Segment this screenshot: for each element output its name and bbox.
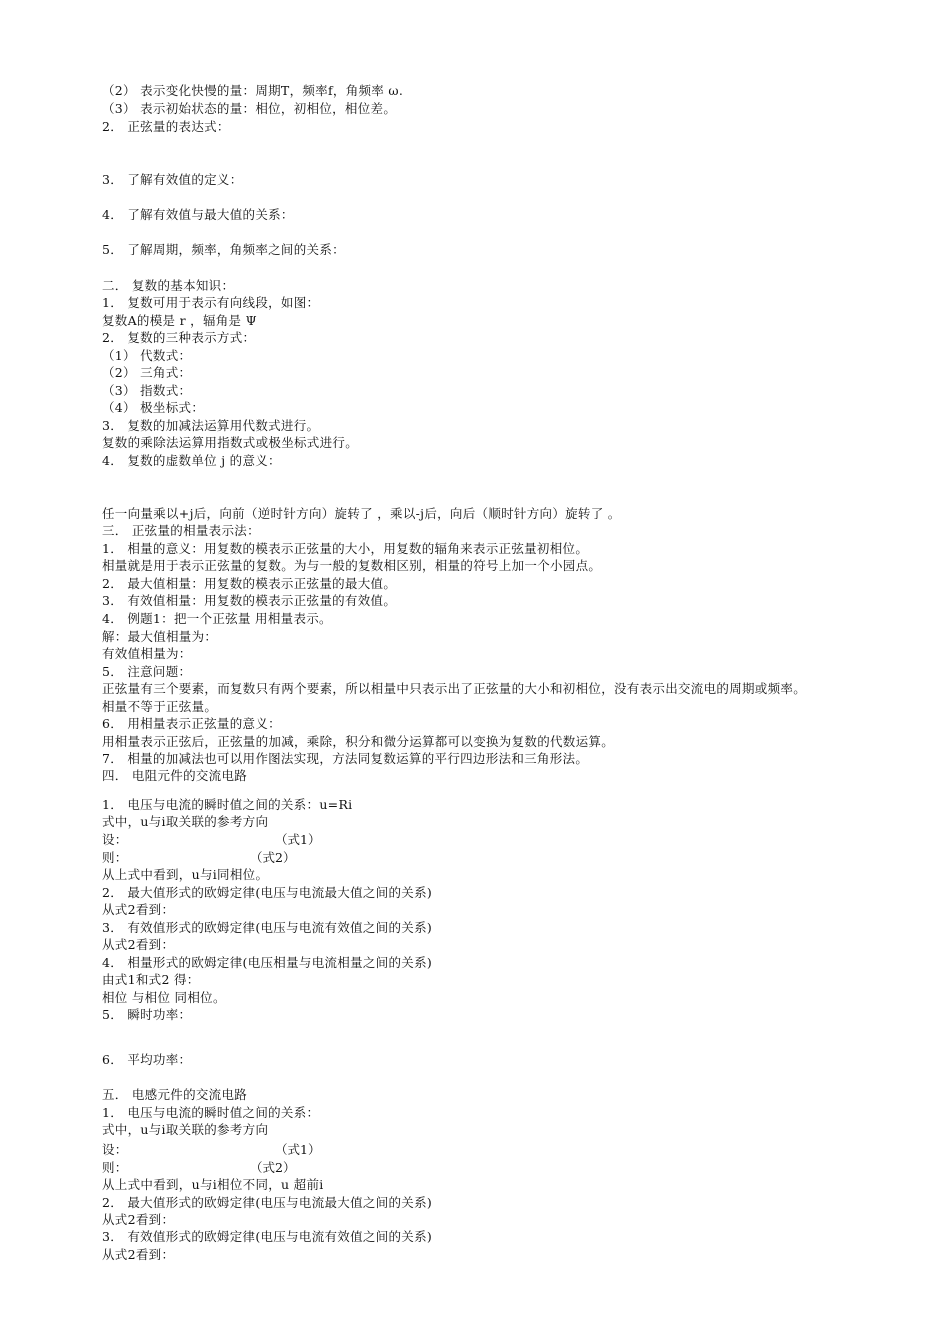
text-line: 2． 最大值形式的欧姆定律(电压与电流最大值之间的关系) [102,1195,433,1210]
text-line: 式中，u与i取关联的参考方向 [102,814,269,829]
text-line: 5． 瞬时功率： [102,1007,192,1022]
text-line: 用相量表示正弦后，正弦量的加减，乘除，积分和微分运算都可以变换为复数的代数运算。 [102,734,615,749]
text-line: 6． 平均功率： [102,1052,192,1067]
text-line: 由式1和式2 得： [102,972,200,987]
text-line: 相量不等于正弦量。 [102,699,218,714]
equation-label-2: （式2） [250,850,296,865]
text-line: 1． 电压与电流的瞬时值之间的关系：u=Ri [102,797,353,812]
text-line: 2． 最大值形式的欧姆定律(电压与电流最大值之间的关系) [102,885,433,900]
text-line: 从式2看到： [102,937,175,952]
text-line: 3． 有效值形式的欧姆定律(电压与电流有效值之间的关系) [102,920,433,935]
text-line: 设： [102,832,128,847]
text-line: 6． 用相量表示正弦量的意义： [102,716,281,731]
text-line: 5． 注意问题： [102,664,192,679]
equation-label-2-inductor: （式2） [250,1160,296,1175]
text-line: 有效值相量为： [102,646,192,661]
text-line: （4） 极坐标式： [102,400,205,415]
text-line: 相位 与相位 同相位。 [102,990,226,1005]
text-line: 5． 了解周期，频率，角频率之间的关系： [102,242,345,257]
text-line: 7． 相量的加减法也可以用作图法实现，方法同复数运算的平行四边形法和三角形法。 [102,751,589,766]
text-line: 任一向量乘以+j后，向前（逆时针方向）旋转了 ，乘以-j后，向后（顺时针方向）旋转了 。 [102,506,621,521]
text-line: （3） 指数式： [102,383,192,398]
text-line: 正弦量有三个要素，而复数只有两个要素，所以相量中只表示出了正弦量的大小和初相位，没有表示出交流电的周期或频率。 [102,681,807,696]
text-line: 2． 正弦量的表达式： [102,119,230,134]
text-line: 1． 复数可用于表示有向线段，如图： [102,295,320,310]
text-line: 3． 有效值相量：用复数的模表示正弦量的有效值。 [102,593,397,608]
text-line: 三． 正弦量的相量表示法： [102,523,260,538]
text-line: 3． 了解有效值的定义： [102,172,243,187]
text-line: 4． 相量形式的欧姆定律(电压相量与电流相量之间的关系) [102,955,433,970]
text-line: 1． 相量的意义：用复数的模表示正弦量的大小，用复数的辐角来表示正弦量初相位。 [102,541,589,556]
text-line: 从式2看到： [102,902,175,917]
text-line: 4． 例题1：把一个正弦量 用相量表示。 [102,611,332,626]
text-line: 复数的乘除法运算用指数式或极坐标式进行。 [102,435,359,450]
text-line: 2． 最大值相量：用复数的模表示正弦量的最大值。 [102,576,397,591]
text-line: （1） 代数式： [102,348,192,363]
text-line: 相量就是用于表示正弦量的复数。为与一般的复数相区别，相量的符号上加一个小园点。 [102,558,602,573]
text-line: 则： [102,850,128,865]
text-line: 1． 电压与电流的瞬时值之间的关系： [102,1105,320,1120]
text-line: 2． 复数的三种表示方式： [102,330,256,345]
text-line: （2） 三角式： [102,365,192,380]
text-line: 四． 电阻元件的交流电路 [102,768,248,783]
text-line: 从上式中看到，u与i相位不同，u 超前i [102,1177,324,1192]
text-line: 从式2看到： [102,1247,175,1262]
text-line: 二． 复数的基本知识： [102,278,235,293]
text-line: 设： [102,1142,128,1157]
equation-label-1-inductor: （式1） [275,1142,321,1157]
text-line: 从上式中看到，u与i同相位。 [102,867,269,882]
text-line: 4． 复数的虚数单位 j 的意义： [102,453,281,468]
text-line: （3） 表示初始状态的量：相位，初相位，相位差。 [102,101,397,116]
text-line: 3． 有效值形式的欧姆定律(电压与电流有效值之间的关系) [102,1229,433,1244]
text-line: 五． 电感元件的交流电路 [102,1087,248,1102]
text-line: 解：最大值相量为： [102,629,218,644]
text-line: 从式2看到： [102,1212,175,1227]
text-line: 式中，u与i取关联的参考方向 [102,1122,269,1137]
text-line: （2） 表示变化快慢的量：周期T，频率f，角频率 ω. [102,83,404,98]
text-line: 4． 了解有效值与最大值的关系： [102,207,294,222]
equation-label-1: （式1） [275,832,321,847]
text-line: 3． 复数的加减法运算用代数式进行。 [102,418,320,433]
text-line: 则： [102,1160,128,1175]
text-line: 复数A的模是 r ，辐角是 Ψ [102,313,257,328]
